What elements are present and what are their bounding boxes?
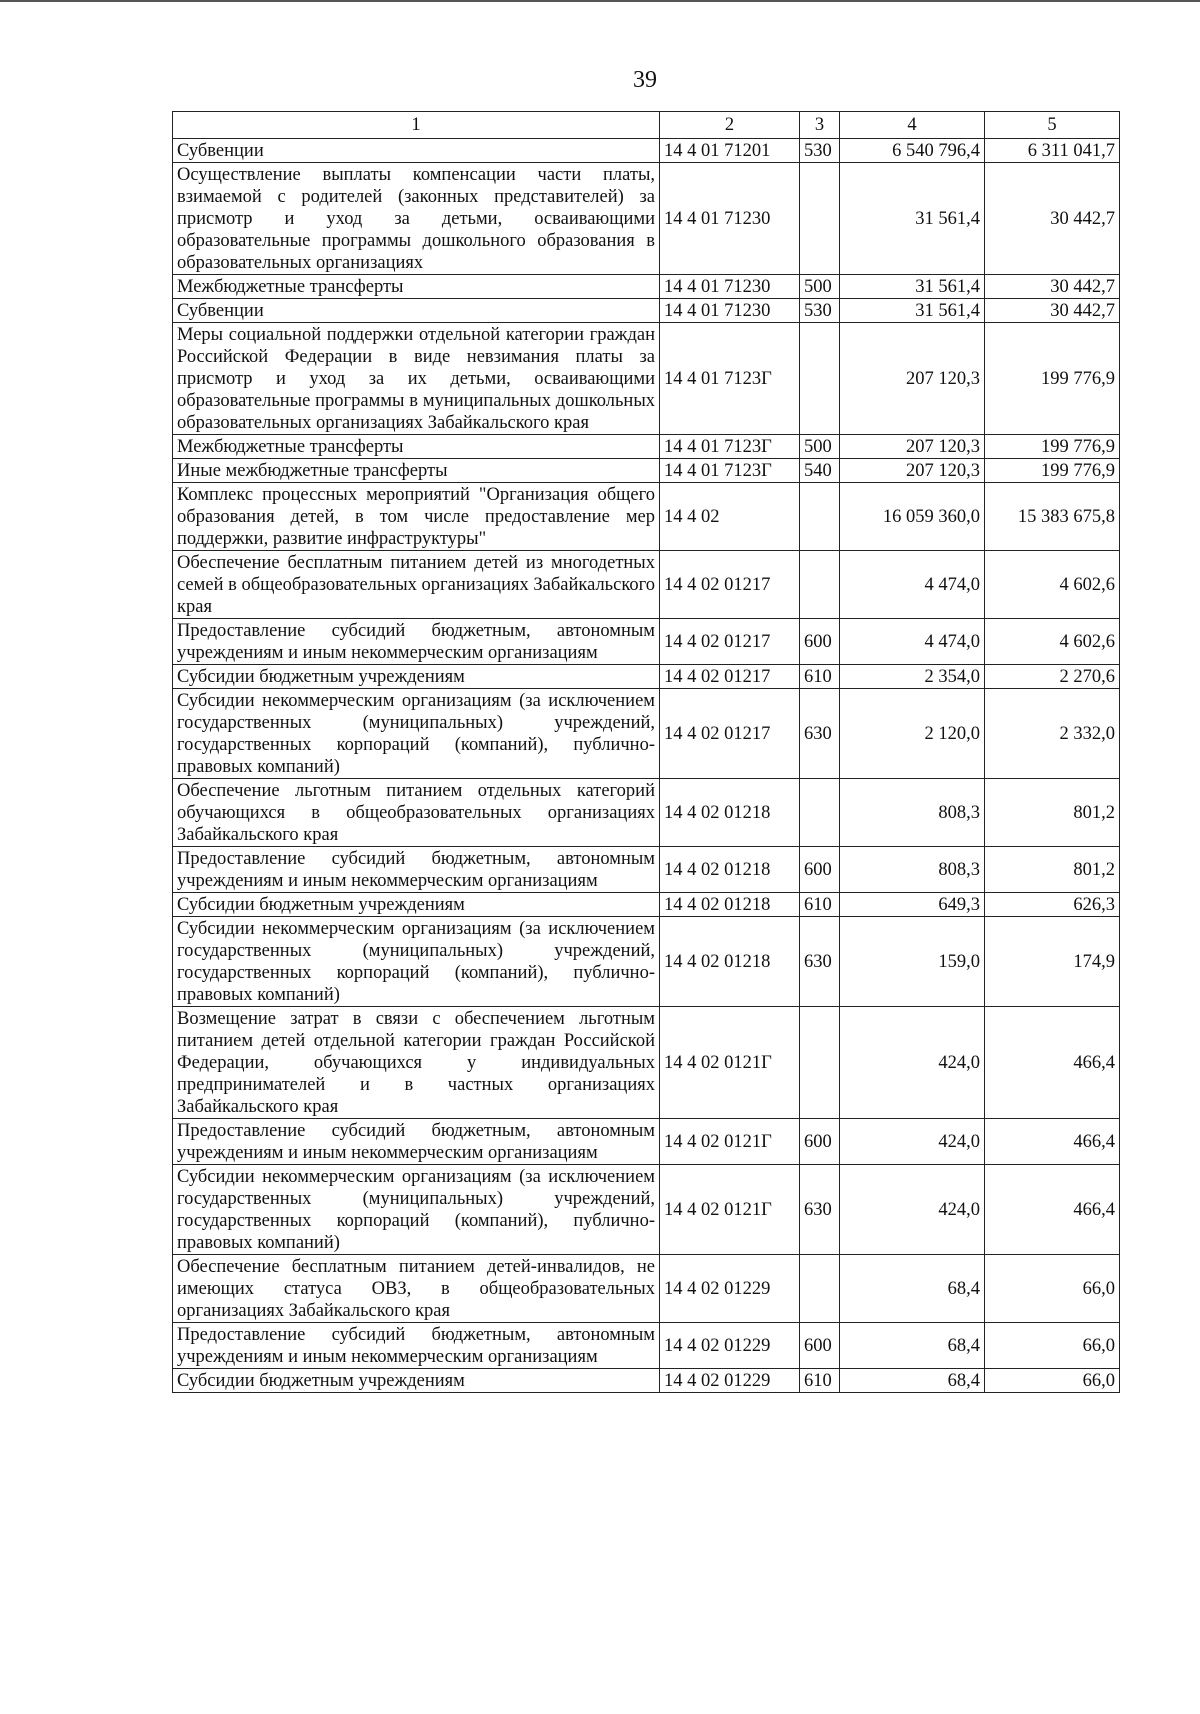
- amount-col-4-cell: 31 561,4: [840, 299, 985, 323]
- amount-col-5-cell: 466,4: [985, 1165, 1120, 1255]
- amount-col-5-cell: 626,3: [985, 893, 1120, 917]
- amount-col-5-cell: 2 270,6: [985, 665, 1120, 689]
- table-row: [173, 139, 1120, 163]
- amount-col-5-cell: 66,0: [985, 1369, 1120, 1393]
- item-name-cell: Осуществление выплаты компенсации части платы, взимаемой с родителей (законных представителей) за присмотр и уход за детьми, осваивающими образовательные программы дошкольного образования в образовательных организациях: [173, 163, 660, 275]
- amount-col-5-cell: 15 383 675,8: [985, 483, 1120, 551]
- table-row: [173, 483, 1120, 551]
- target-code-cell: 14 4 02 0121Г: [660, 1119, 800, 1165]
- amount-col-4-cell: 4 474,0: [840, 551, 985, 619]
- expense-type-cell: 540: [800, 459, 840, 483]
- item-name-cell: Субсидии бюджетным учреждениям: [173, 893, 660, 917]
- item-name-cell: Субвенции: [173, 299, 660, 323]
- expense-type-cell: 630: [800, 689, 840, 779]
- item-name-cell: Предоставление субсидий бюджетным, автономным учреждениям и иным некоммерческим организациям: [173, 619, 660, 665]
- item-name-cell: Предоставление субсидий бюджетным, автономным учреждениям и иным некоммерческим организациям: [173, 1323, 660, 1369]
- table-row: [173, 1323, 1120, 1369]
- header-col-1: 1: [173, 112, 660, 139]
- amount-col-4-cell: 808,3: [840, 847, 985, 893]
- expense-type-cell: [800, 779, 840, 847]
- budget-table: [172, 111, 1120, 1393]
- amount-col-5-cell: 66,0: [985, 1323, 1120, 1369]
- table-row: [173, 1007, 1120, 1119]
- item-name-cell: Субсидии бюджетным учреждениям: [173, 665, 660, 689]
- amount-col-4-cell: 16 059 360,0: [840, 483, 985, 551]
- target-code-cell: 14 4 01 71201: [660, 139, 800, 163]
- item-name-cell: Субвенции: [173, 139, 660, 163]
- amount-col-5-cell: 30 442,7: [985, 163, 1120, 275]
- expense-type-cell: 630: [800, 917, 840, 1007]
- amount-col-5-cell: 6 311 041,7: [985, 139, 1120, 163]
- table-row: [173, 779, 1120, 847]
- expense-type-cell: [800, 1255, 840, 1323]
- target-code-cell: 14 4 02 01229: [660, 1323, 800, 1369]
- item-name-cell: Обеспечение бесплатным питанием детей-инвалидов, не имеющих статуса ОВЗ, в общеобразовательных организациях Забайкальского края: [173, 1255, 660, 1323]
- target-code-cell: 14 4 02 01217: [660, 689, 800, 779]
- target-code-cell: 14 4 01 71230: [660, 299, 800, 323]
- table-row: [173, 917, 1120, 1007]
- item-name-cell: Субсидии некоммерческим организациям (за исключением государственных (муниципальных) учреждений, государственных корпораций (компаний), публично-правовых компаний): [173, 1165, 660, 1255]
- header-col-4: 4: [840, 112, 985, 139]
- amount-col-5-cell: 66,0: [985, 1255, 1120, 1323]
- table-row: [173, 1165, 1120, 1255]
- amount-col-4-cell: 2 120,0: [840, 689, 985, 779]
- amount-col-5-cell: 174,9: [985, 917, 1120, 1007]
- amount-col-5-cell: 30 442,7: [985, 299, 1120, 323]
- item-name-cell: Субсидии бюджетным учреждениям: [173, 1369, 660, 1393]
- amount-col-5-cell: 199 776,9: [985, 459, 1120, 483]
- table-row: [173, 893, 1120, 917]
- table-row: [173, 275, 1120, 299]
- amount-col-4-cell: 207 120,3: [840, 435, 985, 459]
- target-code-cell: 14 4 02 01218: [660, 917, 800, 1007]
- expense-type-cell: [800, 1007, 840, 1119]
- expense-type-cell: [800, 163, 840, 275]
- item-name-cell: Субсидии некоммерческим организациям (за исключением государственных (муниципальных) учреждений, государственных корпораций (компаний), публично-правовых компаний): [173, 917, 660, 1007]
- target-code-cell: 14 4 01 7123Г: [660, 435, 800, 459]
- header-col-2: 2: [660, 112, 800, 139]
- amount-col-5-cell: 4 602,6: [985, 619, 1120, 665]
- item-name-cell: Предоставление субсидий бюджетным, автономным учреждениям и иным некоммерческим организациям: [173, 1119, 660, 1165]
- table-row: [173, 323, 1120, 435]
- table-row: [173, 551, 1120, 619]
- amount-col-4-cell: 4 474,0: [840, 619, 985, 665]
- target-code-cell: 14 4 01 7123Г: [660, 459, 800, 483]
- table-row: [173, 1255, 1120, 1323]
- expense-type-cell: 530: [800, 299, 840, 323]
- table-row: [173, 299, 1120, 323]
- expense-type-cell: 600: [800, 847, 840, 893]
- target-code-cell: 14 4 01 7123Г: [660, 323, 800, 435]
- expense-type-cell: 610: [800, 893, 840, 917]
- top-border-line: [0, 0, 1200, 2]
- amount-col-4-cell: 424,0: [840, 1165, 985, 1255]
- expense-type-cell: 600: [800, 1323, 840, 1369]
- page-number: 39: [633, 67, 657, 93]
- item-name-cell: Комплекс процессных мероприятий "Организация общего образования детей, в том числе предоставление мер поддержки, развитие инфраструктуры": [173, 483, 660, 551]
- table-row: [173, 619, 1120, 665]
- target-code-cell: 14 4 02 01218: [660, 893, 800, 917]
- table-row: [173, 665, 1120, 689]
- amount-col-4-cell: 424,0: [840, 1119, 985, 1165]
- item-name-cell: Субсидии некоммерческим организациям (за исключением государственных (муниципальных) учреждений, государственных корпораций (компаний), публично-правовых компаний): [173, 689, 660, 779]
- expense-type-cell: [800, 483, 840, 551]
- item-name-cell: Обеспечение бесплатным питанием детей из многодетных семей в общеобразовательных организациях Забайкальского края: [173, 551, 660, 619]
- amount-col-5-cell: 199 776,9: [985, 435, 1120, 459]
- target-code-cell: 14 4 02 0121Г: [660, 1165, 800, 1255]
- expense-type-cell: 610: [800, 665, 840, 689]
- amount-col-5-cell: 466,4: [985, 1007, 1120, 1119]
- item-name-cell: Возмещение затрат в связи с обеспечением льготным питанием детей отдельной категории граждан Российской Федерации, обучающихся у индивидуальных предпринимателей и в частных организациях Забайкальского края: [173, 1007, 660, 1119]
- amount-col-5-cell: 2 332,0: [985, 689, 1120, 779]
- target-code-cell: 14 4 01 71230: [660, 163, 800, 275]
- expense-type-cell: 500: [800, 275, 840, 299]
- amount-col-5-cell: 801,2: [985, 847, 1120, 893]
- item-name-cell: Иные межбюджетные трансферты: [173, 459, 660, 483]
- item-name-cell: Межбюджетные трансферты: [173, 435, 660, 459]
- target-code-cell: 14 4 02 0121Г: [660, 1007, 800, 1119]
- target-code-cell: 14 4 02: [660, 483, 800, 551]
- expense-type-cell: [800, 323, 840, 435]
- expense-type-cell: 530: [800, 139, 840, 163]
- item-name-cell: Межбюджетные трансферты: [173, 275, 660, 299]
- item-name-cell: Меры социальной поддержки отдельной категории граждан Российской Федерации в виде невзимания платы за присмотр и уход за их детьми, осваивающими образовательные программы в муниципальных дошкольных образовательных организациях Забайкальского края: [173, 323, 660, 435]
- table-row: [173, 1119, 1120, 1165]
- target-code-cell: 14 4 02 01217: [660, 551, 800, 619]
- table-header: [173, 112, 1120, 139]
- expense-type-cell: 600: [800, 1119, 840, 1165]
- table-row: [173, 847, 1120, 893]
- amount-col-4-cell: 68,4: [840, 1255, 985, 1323]
- amount-col-4-cell: 207 120,3: [840, 459, 985, 483]
- amount-col-4-cell: 68,4: [840, 1369, 985, 1393]
- amount-col-4-cell: 68,4: [840, 1323, 985, 1369]
- amount-col-5-cell: 466,4: [985, 1119, 1120, 1165]
- table-row: [173, 1369, 1120, 1393]
- amount-col-5-cell: 30 442,7: [985, 275, 1120, 299]
- header-col-5: 5: [985, 112, 1120, 139]
- table-row: [173, 459, 1120, 483]
- expense-type-cell: [800, 551, 840, 619]
- expense-type-cell: 500: [800, 435, 840, 459]
- amount-col-4-cell: 649,3: [840, 893, 985, 917]
- table-row: [173, 435, 1120, 459]
- amount-col-5-cell: 4 602,6: [985, 551, 1120, 619]
- amount-col-4-cell: 424,0: [840, 1007, 985, 1119]
- amount-col-5-cell: 199 776,9: [985, 323, 1120, 435]
- amount-col-4-cell: 2 354,0: [840, 665, 985, 689]
- expense-type-cell: 600: [800, 619, 840, 665]
- target-code-cell: 14 4 02 01218: [660, 847, 800, 893]
- amount-col-4-cell: 31 561,4: [840, 275, 985, 299]
- header-row: [173, 112, 1120, 139]
- expense-type-cell: 610: [800, 1369, 840, 1393]
- table-body: [173, 139, 1120, 1393]
- target-code-cell: 14 4 02 01217: [660, 665, 800, 689]
- table-row: [173, 689, 1120, 779]
- amount-col-4-cell: 808,3: [840, 779, 985, 847]
- amount-col-4-cell: 6 540 796,4: [840, 139, 985, 163]
- amount-col-5-cell: 801,2: [985, 779, 1120, 847]
- target-code-cell: 14 4 02 01218: [660, 779, 800, 847]
- item-name-cell: Обеспечение льготным питанием отдельных категорий обучающихся в общеобразовательных организациях Забайкальского края: [173, 779, 660, 847]
- expense-type-cell: 630: [800, 1165, 840, 1255]
- target-code-cell: 14 4 02 01217: [660, 619, 800, 665]
- amount-col-4-cell: 207 120,3: [840, 323, 985, 435]
- table-row: [173, 163, 1120, 275]
- target-code-cell: 14 4 02 01229: [660, 1369, 800, 1393]
- target-code-cell: 14 4 01 71230: [660, 275, 800, 299]
- amount-col-4-cell: 159,0: [840, 917, 985, 1007]
- amount-col-4-cell: 31 561,4: [840, 163, 985, 275]
- header-col-3: 3: [800, 112, 840, 139]
- target-code-cell: 14 4 02 01229: [660, 1255, 800, 1323]
- item-name-cell: Предоставление субсидий бюджетным, автономным учреждениям и иным некоммерческим организациям: [173, 847, 660, 893]
